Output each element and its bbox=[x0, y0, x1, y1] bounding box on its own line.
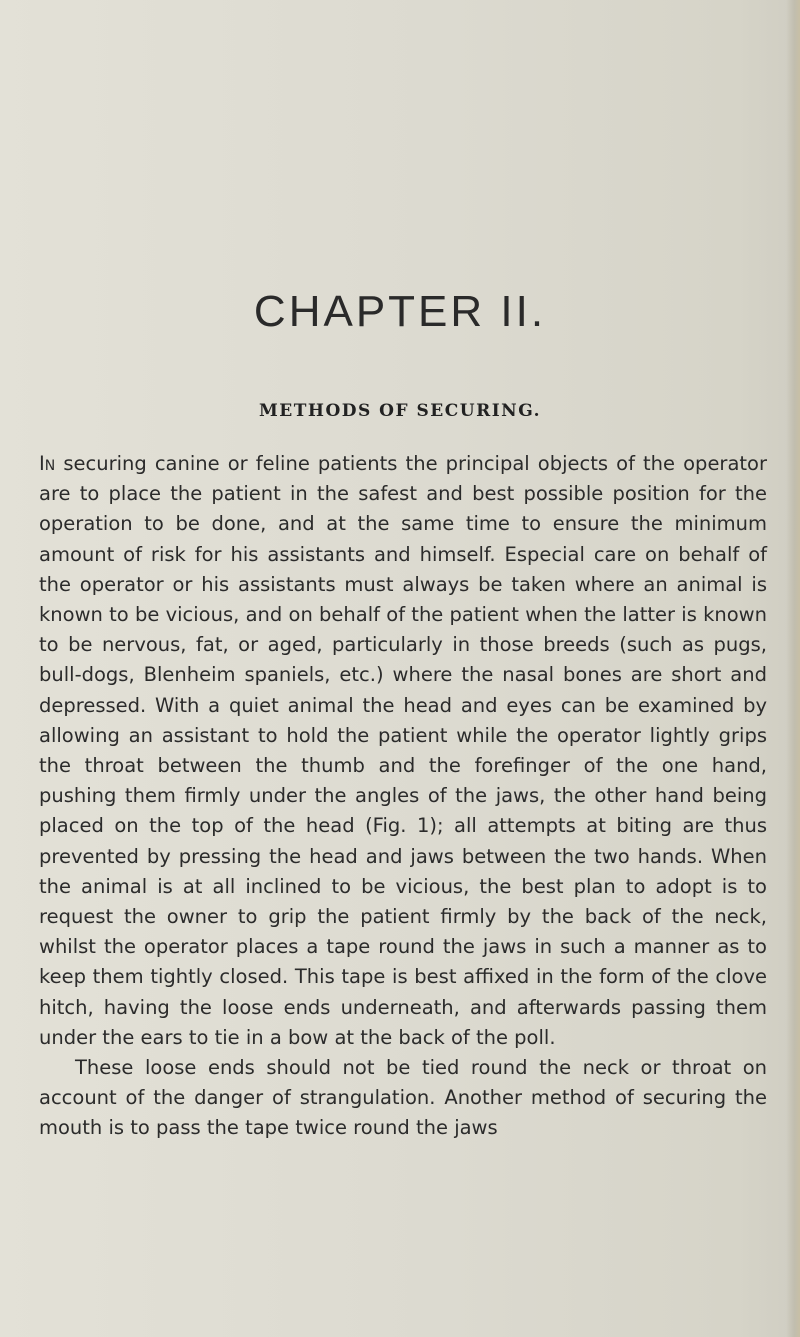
paragraph-2: These loose ends should not be tied round the neck or throat on account of the danger of strangulation. Another method of securing the mouth is to pass the tape twice round the jaws bbox=[39, 1056, 767, 1140]
paragraph-lead-word: In bbox=[39, 452, 56, 475]
section-title: METHODS OF SECURING. bbox=[258, 401, 542, 421]
paragraph-1-text: securing canine or feline patients the principal objects of the operator are to place the patient in the safest and best possible position for the operation to be done, and at the same time to ensure the minimum amount of risk for his assistants and himself. Especial care on behalf of the operator or his assistants must always be taken where an animal is known to be vicious, and on behalf of the patient when the latter is known to be nervous, fat, or aged, particularly in those breeds (such as pugs, bull-dogs, Blenheim spaniels, etc.) where the nasal bones are short and depressed. With a quiet animal the head and eyes can be examined by allowing an assistant to hold the patient while the operator lightly grips the throat between the thumb and the forefinger of the one hand, pushing them firmly under the angles of the jaws, the other hand being placed on the top of the head (Fig. 1); all attempts at biting are thus prevented by pressing the head and jaws between the two hands. When the animal is at all inclined to be vicious, the best plan to adopt is to request the owner to grip the patient firmly by the back of the neck, whilst the operator places a tape round the jaws in such a manner as to keep them tightly closed. This tape is best affixed in the form of the clove hitch, having the loose ends underneath, and afterwards passing them under the ears to tie in a bow at the back of the poll. bbox=[39, 452, 767, 1049]
body-text bbox=[39, 449, 767, 1144]
chapter-heading: CHAPTER II. bbox=[253, 287, 547, 336]
paragraph-1 bbox=[39, 449, 767, 1053]
page-edge-shadow bbox=[786, 0, 800, 1337]
